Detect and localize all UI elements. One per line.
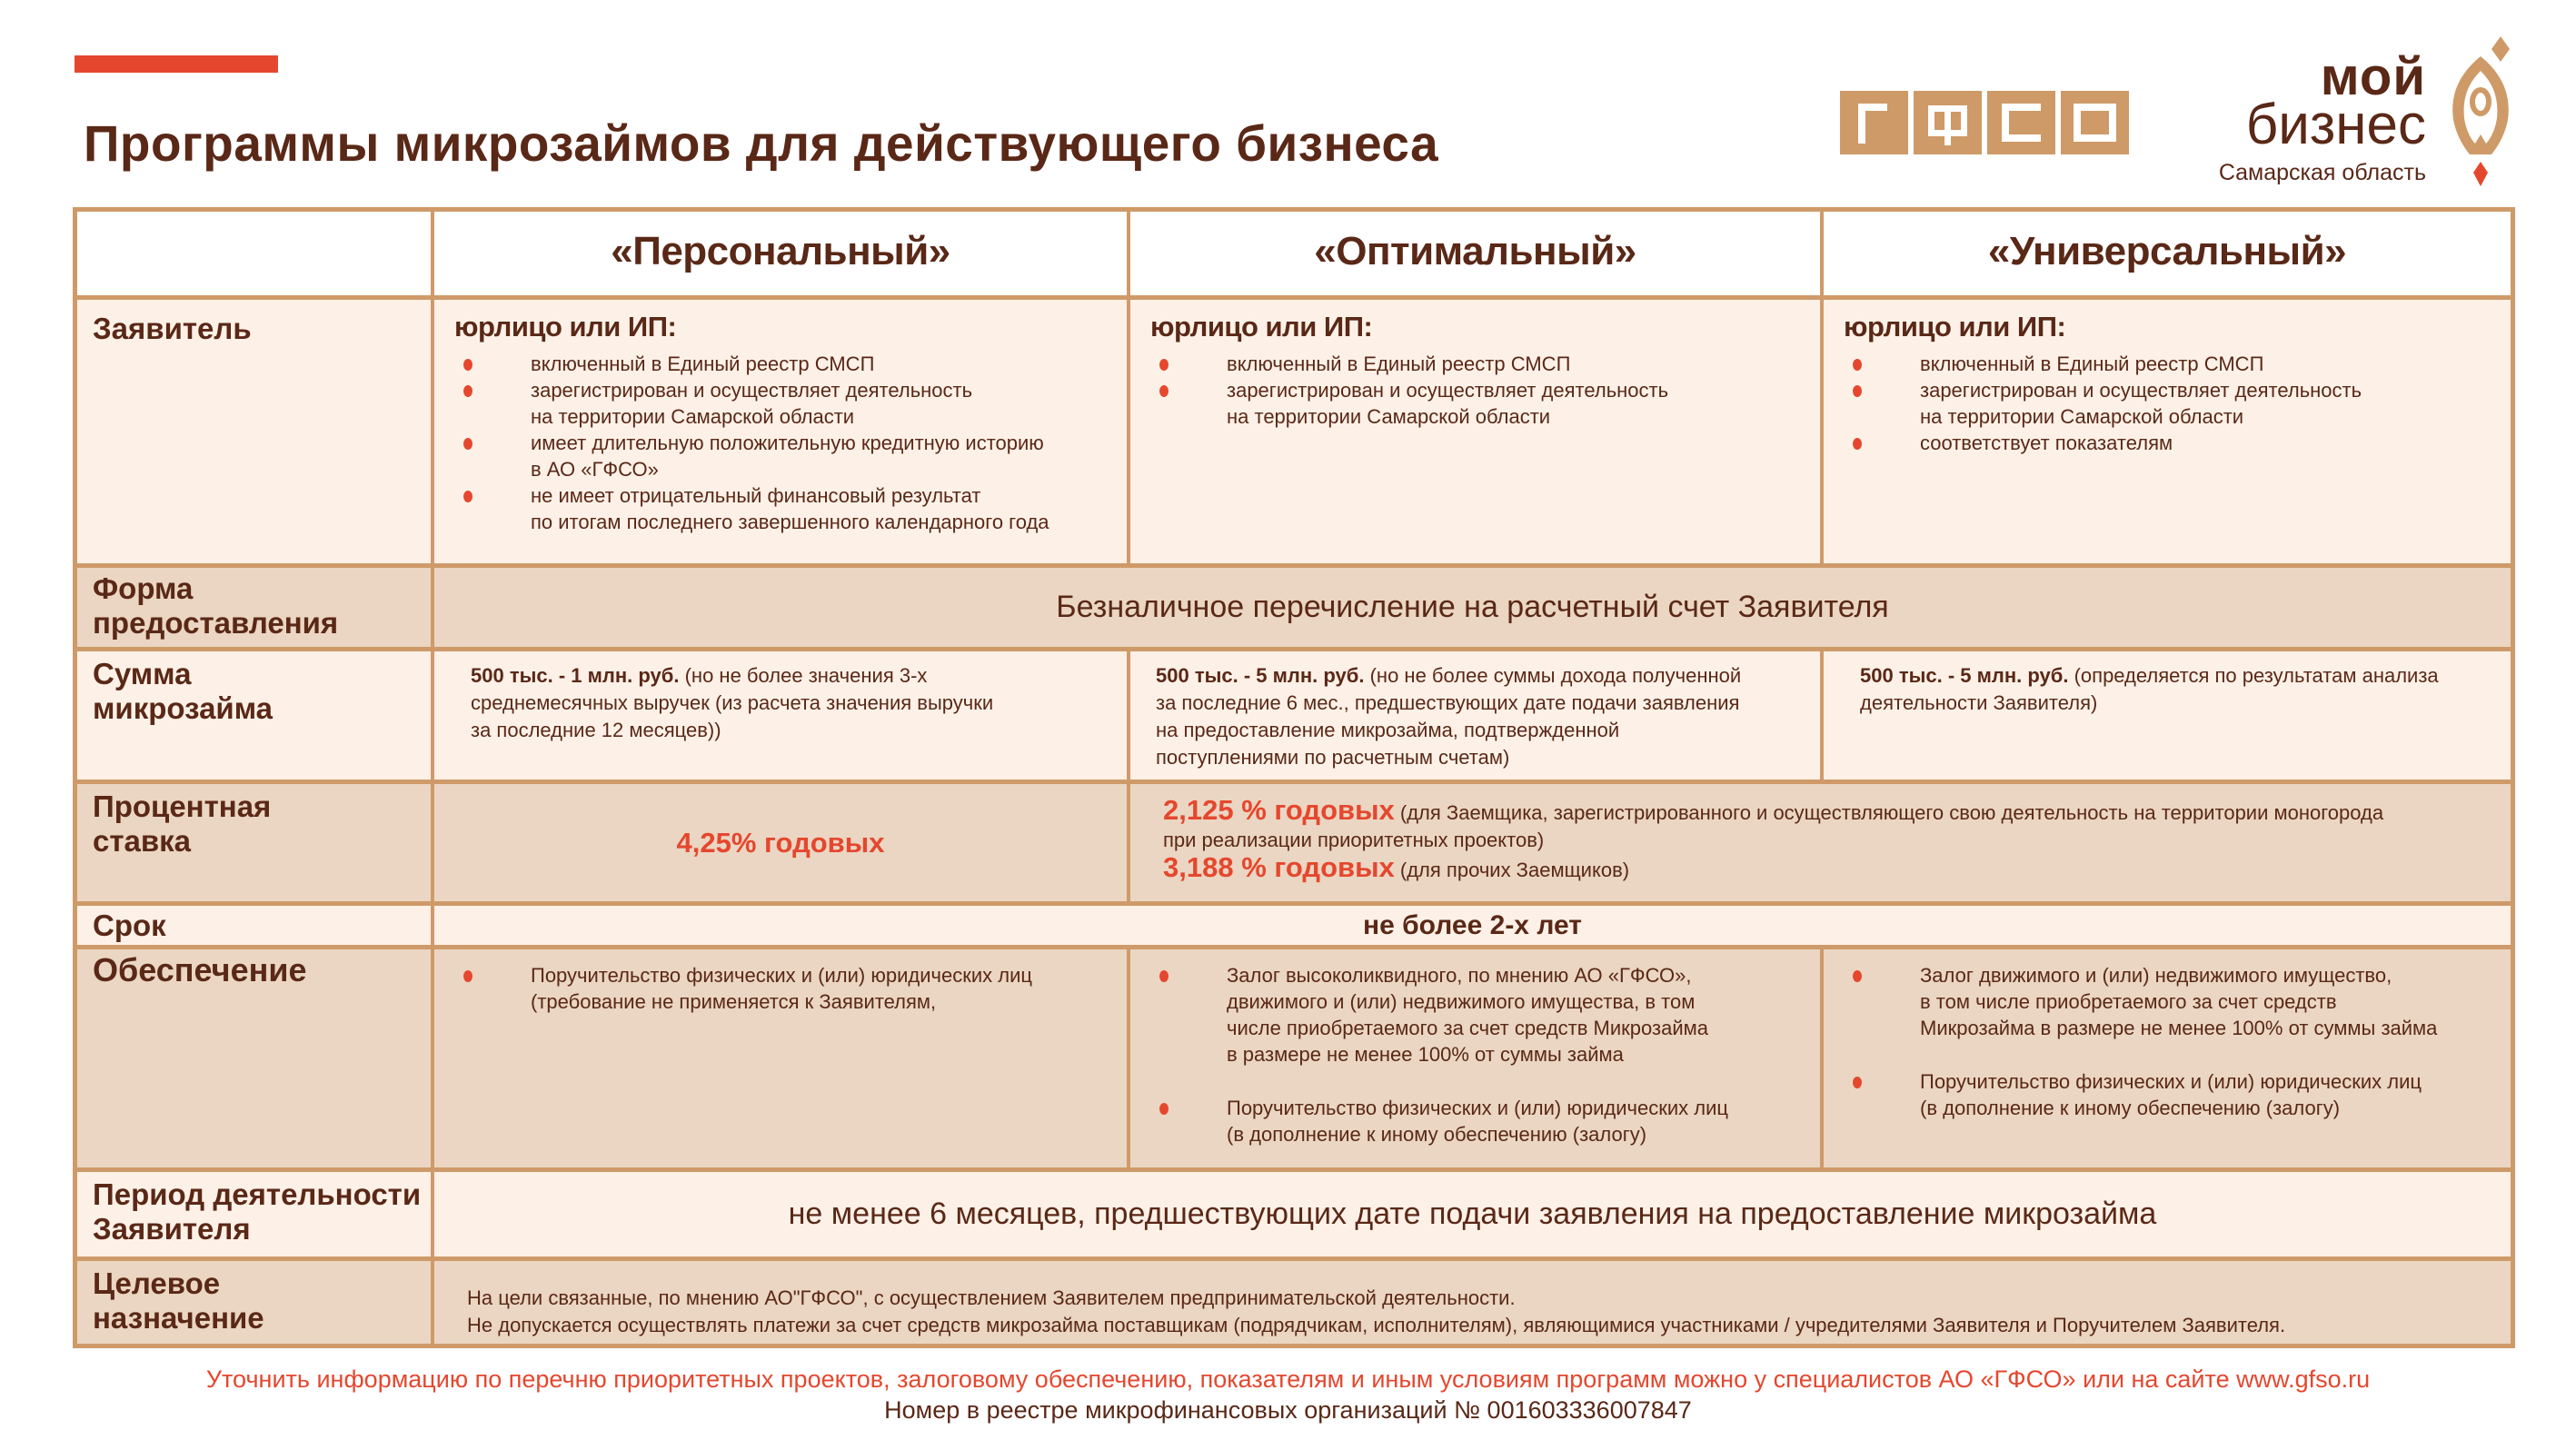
collateral-personal-list — [434, 949, 1127, 1015]
list-item: Залог движимого и (или) недвижимого имущество, в том числе приобретаемого за счет средств Микрозайма в размере не менее 100% от суммы займа — [1847, 962, 2511, 1041]
collateral-universal — [1824, 949, 2511, 1167]
list-item: соответствует показателям — [1847, 430, 2511, 456]
purpose-line-1: На цели связанные, по мнению АО"ГФСО", с осуществлением Заявителем предпринимательской деятельности. — [467, 1286, 1516, 1309]
gfso-letter-f — [1914, 91, 1982, 154]
rate-personal-cell — [434, 784, 1130, 901]
rate-other-cell — [1130, 784, 2511, 901]
list-item: зарегистрирован и осуществляет деятельность на территории Самарской области — [458, 377, 1127, 430]
table-row-purpose — [77, 1256, 2511, 1344]
header-empty-cell — [77, 212, 434, 295]
list-item: включенный в Единый реестр СМСП — [1154, 351, 1820, 377]
row-label-term: Срок — [77, 906, 434, 945]
list-item: не имеет отрицательный финансовый результат по итогам последнего завершенного календарного года — [458, 482, 1127, 535]
amount-note: (но не более значения 3-х среднемесячных выручек (из расчета значения выручки за последние 12 месяцев)) — [471, 664, 994, 741]
logo-region: Самарская область — [2218, 160, 2426, 185]
applicant-subtitle: юрлицо или ИП: — [1150, 311, 1373, 343]
amount-note: (но не более суммы дохода полученной за последние 6 мес., предшествующих дате подачи заявления на предоставление микрозайма, подтвержденной поступлениями по расчетным счетам) — [1156, 664, 1742, 769]
row-label-amount: Сумма микрозайма — [77, 651, 434, 780]
programs-table — [73, 207, 2515, 1348]
applicant-personal — [434, 300, 1130, 563]
rate-monogorod: 2,125 % годовых — [1163, 794, 1395, 826]
logo-text-moi: мой — [2320, 47, 2426, 106]
row-label-collateral: Обеспечение — [77, 949, 434, 1167]
amount-note: (определяется по результатам анализа деятельности Заявителя) — [1860, 664, 2439, 714]
rate-monogorod-note2: при реализации приоритетных проектов) — [1163, 829, 1545, 851]
list-item: Поручительство физических и (или) юридических лиц (в дополнение к иному обеспечению (залогу) — [1154, 1095, 1820, 1147]
moi-biznes-logo — [2199, 36, 2526, 191]
table-row-rate — [77, 780, 2511, 901]
collateral-optimal-list — [1130, 949, 1820, 1147]
applicant-subtitle: юрлицо или ИП: — [1844, 311, 2066, 343]
list-item: включенный в Единый реестр СМСП — [458, 351, 1127, 377]
program-header-personal: «Персональный» — [434, 212, 1130, 295]
logo-text-biznes: бизнес — [2245, 94, 2426, 156]
applicant-personal-list — [434, 343, 1127, 535]
applicant-optimal — [1130, 300, 1824, 563]
period-value-cell — [434, 1172, 2511, 1256]
table-row-period — [77, 1167, 2511, 1256]
amount-optimal — [1130, 651, 1824, 780]
amount-range: 500 тыс. - 1 млн. руб. — [471, 664, 680, 687]
gfso-letter-o — [2061, 91, 2129, 154]
table-row-term — [77, 901, 2511, 945]
amount-range: 500 тыс. - 5 млн. руб. — [1860, 664, 2069, 687]
list-item: зарегистрирован и осуществляет деятельность на территории Самарской области — [1154, 377, 1820, 430]
footer-info: Уточнить информацию по перечню приоритетных проектов, залоговому обеспечению, показателям и иным условиям программ можно у специалистов АО «ГФСО» или на сайте www.gfso.ru — [205, 1366, 2371, 1393]
footer-registry: Номер в реестре микрофинансовых организаций № 001603336007847 — [884, 1396, 1692, 1424]
applicant-subtitle: юрлицо или ИП: — [454, 311, 677, 343]
gfso-letter-g — [1840, 91, 1908, 154]
rate-other: 3,188 % годовых — [1163, 851, 1395, 883]
collateral-optimal — [1130, 949, 1824, 1167]
list-item: Поручительство физических и (или) юридических лиц (требование не применяется к Заявителям, — [458, 962, 1127, 1015]
period-value: не менее 6 месяцев, предшествующих дате подачи заявления на предоставление микрозайма — [788, 1197, 2157, 1231]
list-item: имеет длительную положительную кредитную историю в АО «ГФСО» — [458, 430, 1127, 482]
list-item: включенный в Единый реестр СМСП — [1847, 351, 2511, 377]
purpose-value-cell — [434, 1261, 2511, 1344]
amount-range: 500 тыс. - 5 млн. руб. — [1156, 664, 1365, 687]
table-row-form — [77, 563, 2511, 647]
row-label-period: Период деятельности Заявителя — [77, 1172, 434, 1256]
rate-other-note: (для прочих Заемщиков) — [1394, 859, 1630, 881]
row-label-rate: Процентная ставка — [77, 784, 434, 901]
page-title: Программы микрозаймов для действующего бизнеса — [84, 114, 1439, 172]
program-header-universal: «Универсальный» — [1987, 229, 2347, 273]
gfso-letter-s — [1987, 91, 2055, 154]
row-label-purpose: Целевое назначение — [77, 1261, 434, 1344]
form-value-cell — [434, 568, 2511, 647]
form-value: Безналичное перечисление на расчетный счет Заявителя — [1056, 590, 1889, 624]
table-header-row — [77, 212, 2511, 295]
table-row-collateral — [77, 945, 2511, 1167]
list-item: Залог высоколиквидного, по мнению АО «ГФСО», движимого и (или) недвижимого имущества, в том числе приобретаемого за счет средств Микрозайма в размере не менее 100% от суммы займа — [1154, 962, 1820, 1068]
table-row-amount — [77, 647, 2511, 780]
rate-monogorod-note: (для Заемщика, зарегистрированного и осуществляющего свою деятельность на территории моногорода — [1394, 801, 2384, 824]
list-item: Поручительство физических и (или) юридических лиц (в дополнение к иному обеспечению (залогу) — [1847, 1068, 2511, 1121]
amount-personal — [434, 651, 1130, 780]
applicant-universal — [1824, 300, 2511, 563]
program-header-optimal: «Оптимальный» — [1130, 212, 1824, 295]
gfso-logo — [1840, 91, 2129, 154]
amount-universal — [1824, 651, 2511, 780]
list-item: зарегистрирован и осуществляет деятельность на территории Самарской области — [1847, 377, 2511, 430]
term-value: не более 2-х лет — [1363, 909, 1582, 940]
applicant-optimal-list — [1130, 343, 1820, 430]
applicant-universal-list — [1824, 343, 2511, 456]
accent-bar — [75, 55, 278, 73]
collateral-personal — [434, 949, 1130, 1167]
row-label-form: Форма предоставления — [77, 568, 434, 647]
collateral-universal-list — [1824, 949, 2511, 1121]
rate-personal: 4,25% годовых — [676, 826, 885, 859]
table-row-applicant — [77, 295, 2511, 563]
rocket-icon — [2435, 36, 2526, 186]
row-label-applicant: Заявитель — [77, 300, 434, 563]
term-value-cell — [434, 906, 2511, 945]
purpose-line-2: Не допускается осуществлять платежи за счет средств микрозайма поставщикам (подрядчикам, исполнителям), являющимися участниками / учредителями Заявителя и Поручителем Заявителя. — [467, 1314, 2286, 1336]
